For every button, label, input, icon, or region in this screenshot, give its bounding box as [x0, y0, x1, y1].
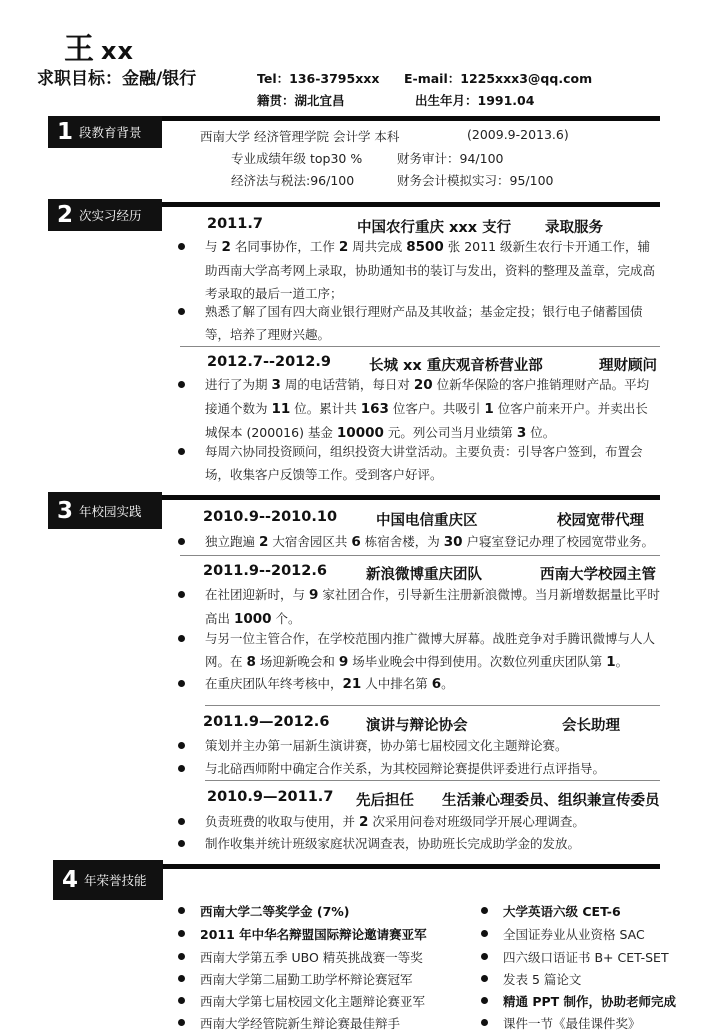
list-item: [178, 757, 660, 780]
bullet-text: 户寝室登记办理了校园宽带业务。: [462, 534, 654, 549]
bullet-text: 位。累计共: [290, 401, 361, 416]
highlight-number: 2: [338, 239, 349, 255]
list-item: [178, 672, 660, 696]
highlight-number: 11: [271, 401, 291, 417]
bullet-text: 个。: [271, 611, 301, 626]
entry-org: 新浪微博重庆团队: [366, 567, 482, 583]
honor-item: 课件一节《最佳课件奖》: [503, 1016, 641, 1031]
section-header-honors: [53, 860, 163, 900]
bullet-text: 在重庆团队年终考核中，: [205, 676, 343, 691]
highlight-number: 6: [431, 676, 442, 692]
name-surname: 王: [64, 32, 95, 67]
entry-role: 理财顾问: [599, 358, 657, 374]
entry-date: 2010.9—2011.7: [207, 789, 334, 805]
bullet-text: 制作收集并统计班级家庭状况调查表，协助班长完成助学金的发放。: [205, 836, 581, 851]
bullet-text: 人中排名第: [361, 676, 432, 691]
highlight-number: 21: [342, 676, 362, 692]
list-item: [178, 832, 660, 855]
email: E-mail：1225xxx3@qq.com: [404, 71, 593, 86]
honor-item: 西南大学二等奖学金 (7%): [200, 904, 350, 919]
bullet-text: 栋宿舍楼，为: [360, 534, 444, 549]
entry-org: 演讲与辩论协会: [366, 718, 468, 734]
entry-org: 中国农行重庆 xxx 支行: [357, 220, 512, 236]
section-header-internship: [48, 199, 162, 231]
bullet-text: 周的电话营销，每日对: [280, 377, 414, 392]
section-label: 段教育背景: [79, 125, 142, 140]
highlight-number: 8: [246, 654, 256, 670]
entry-date: 2011.9--2012.6: [203, 563, 327, 579]
list-item: [178, 440, 660, 486]
hometown: 籍贯：湖北宜昌: [257, 93, 345, 108]
highlight-number: 1: [606, 654, 616, 670]
highlight-number: 3: [271, 377, 281, 393]
entry-date: 2011.7: [207, 216, 263, 232]
entry-divider: [180, 346, 660, 347]
highlight-number: 10000: [336, 425, 384, 441]
bullet-text: 元。列公司当月业绩第: [383, 425, 517, 440]
bullet-text: 每周六协同投资顾问，组织投资大讲堂活动。主要负责：引导客户签到，布置会场，收集客户反馈等工作。受到客户好评。: [205, 444, 643, 482]
highlight-number: 9: [338, 654, 349, 670]
list-item: [178, 583, 660, 631]
entry-role: 西南大学校园主管: [540, 567, 656, 583]
bullet-text: 位客户前来开户。并卖出长城保本 (200016) 基金: [205, 401, 648, 440]
section-label: 次实习经历: [79, 208, 142, 223]
bullet-text: 独立跑遍: [205, 534, 259, 549]
entry-org: 长城 xx 重庆观音桥营业部: [369, 358, 543, 374]
honor-item: 发表 5 篇论文: [503, 972, 582, 987]
job-objective: 求职目标：金融/银行: [37, 69, 197, 89]
highlight-number: 2: [221, 239, 231, 255]
bullet-text: 。: [441, 676, 454, 691]
section-number: 2: [57, 202, 74, 228]
section-number: 3: [57, 497, 74, 524]
section-number: 4: [62, 867, 79, 893]
edu-rank: 专业成绩年级 top30 %: [231, 151, 363, 166]
entry-date: 2010.9--2010.10: [203, 509, 338, 525]
entry-org: 先后担任: [356, 793, 414, 809]
list-item: [178, 300, 660, 346]
section-header-campus: [48, 492, 162, 529]
highlight-number: 9: [308, 587, 319, 603]
phone: Tel：136-3795xxx: [257, 71, 380, 86]
section-rule: [98, 864, 660, 869]
entry-role: 生活兼心理委员、组织兼宣传委员: [442, 793, 660, 809]
honor-item: 四六级口语证书 B+ CET-SET: [503, 950, 669, 965]
honor-item: 全国证券业从业资格 SAC: [503, 927, 645, 942]
list-item: [178, 530, 660, 554]
entry-role: 录取服务: [545, 220, 603, 236]
highlight-number: 2: [358, 814, 369, 830]
bullet-text: 与北碚西师附中确定合作关系，为其校园辩论赛提供评委进行点评指导。: [205, 761, 606, 776]
section-label: 年荣誉技能: [84, 873, 147, 888]
bullet-text: 场迎新晚会和: [255, 654, 339, 669]
edu-sim-score: 财务会计模拟实习：95/100: [397, 173, 554, 188]
highlight-number: 3: [516, 425, 527, 441]
bullet-text: 张 2011 级新生农行卡开通工作，辅助西南大学高考网上录取，协助通知书的装订与发出，资料的整理及盖章，完成高考录取的最后一道工序；: [205, 239, 656, 301]
bullet-text: 位新华保险的客户推销理财产品。平均接通个数为: [205, 377, 650, 416]
bullet-text: 与另一位主管合作，在学校范围内推广微博大屏幕。战胜竞争对手腾讯微博与人人网。在: [205, 631, 656, 669]
edu-period: (2009.9-2013.6): [467, 127, 569, 142]
entry-divider: [205, 705, 660, 706]
bullet-text: 名同事协作，工作: [230, 239, 339, 254]
entry-divider: [180, 555, 660, 556]
list-item: [178, 734, 660, 757]
honor-item: 西南大学第五季 UBO 精英挑战赛一等奖: [200, 950, 423, 965]
section-rule: [150, 202, 660, 207]
list-item: [178, 627, 660, 674]
edu-audit-score: 财务审计：94/100: [397, 151, 504, 166]
candidate-name: [64, 24, 134, 68]
bullet-text: 大宿舍园区共: [268, 534, 352, 549]
honor-item: 大学英语六级 CET-6: [503, 904, 621, 919]
section-number: 1: [57, 119, 74, 145]
highlight-number: 6: [351, 534, 361, 550]
bullet-text: 周共完成: [348, 239, 407, 254]
highlight-number: 1: [484, 401, 494, 417]
bullet-text: 进行了为期: [205, 377, 272, 392]
entry-date: 2012.7--2012.9: [207, 354, 331, 370]
highlight-number: 2: [258, 534, 269, 550]
bullet-text: 负责班费的收取与使用，并: [205, 814, 359, 829]
bullet-text: 家社团合作，引导新生注册新浪微博。当月新增数据量比平时高出: [205, 587, 660, 626]
entry-org: 中国电信重庆区: [376, 513, 478, 529]
bullet-text: 熟悉了解了国有四大商业银行理财产品及其收益；基金定投；银行电子储蓄国债等，培养了理财兴趣。: [205, 304, 643, 342]
bullet-text: 。: [615, 654, 629, 669]
bullet-text: 与: [205, 239, 222, 254]
section-rule: [150, 495, 660, 500]
section-label: 年校园实践: [79, 503, 142, 519]
list-item: [178, 373, 660, 445]
honor-item: 西南大学经管院新生辩论赛最佳辩手: [200, 1016, 401, 1031]
highlight-number: 20: [413, 377, 433, 393]
highlight-number: 1000: [233, 611, 272, 627]
section-header-education: [48, 116, 162, 148]
entry-divider: [205, 780, 660, 781]
bullet-text: 次采用问卷对班级同学开展心理调查。: [368, 814, 585, 829]
bullet-text: 在社团迎新时，与: [205, 587, 309, 602]
birth-date: 出生年月：1991.04: [415, 93, 535, 108]
name-given: xx: [101, 37, 134, 65]
honor-item: 2011 年中华名辩盟国际辩论邀请赛亚军: [200, 927, 427, 942]
highlight-number: 8500: [406, 239, 444, 255]
edu-school: 西南大学 经济管理学院 会计学 本科: [200, 129, 400, 144]
bullet-text: 策划并主办第一届新生演讲赛，协办第七届校园文化主题辩论赛。: [205, 738, 568, 753]
bullet-text: 场毕业晚会中得到使用。次数位列重庆团队第: [348, 654, 607, 669]
highlight-number: 30: [443, 534, 463, 550]
list-item: [178, 810, 660, 834]
honor-item: 精通 PPT 制作，协助老师完成: [503, 994, 677, 1009]
list-item: [178, 235, 660, 305]
bullet-text: 位客户。共吸引: [388, 401, 485, 416]
bullet-text: 位。: [526, 425, 556, 440]
entry-date: 2011.9—2012.6: [203, 714, 330, 730]
highlight-number: 163: [360, 401, 389, 417]
entry-role: 会长助理: [562, 718, 620, 734]
honor-item: 西南大学第七届校园文化主题辩论赛亚军: [200, 994, 426, 1009]
section-rule: [150, 116, 660, 121]
honor-item: 西南大学第二届勤工助学杯辩论赛冠军: [200, 972, 413, 987]
entry-role: 校园宽带代理: [557, 513, 644, 529]
edu-law-score: 经济法与税法:96/100: [231, 173, 355, 188]
